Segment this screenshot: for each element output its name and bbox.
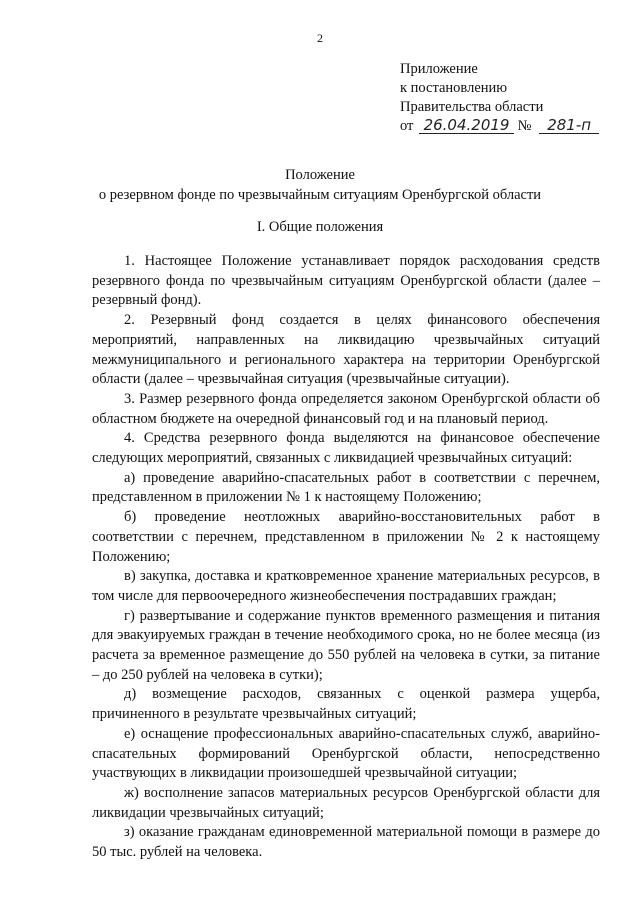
number-prefix: № — [517, 118, 532, 134]
list-item: б) проведение неотложных аварийно-восстановительных работ в соответствии с перечнем, представленном в приложении № 2 к настоящему Положению; — [92, 509, 600, 565]
paragraph: 4. Средства резервного фонда выделяются на финансовое обеспечение следующих мероприятий, связанных с ликвидацией чрезвычайных ситуаций: — [92, 430, 600, 467]
section-heading: I. Общие положения — [256, 219, 384, 235]
paragraph: 1. Настоящее Положение устанавливает порядок расходования средств резервного фонда по чрезвычайным ситуациям Оренбургской области (далее – резервный фонд). — [92, 253, 600, 309]
handwritten-date: 26.04.2019 — [419, 117, 514, 134]
list-item: з) оказание гражданам единовременной материальной помощи в размере до 50 тыс. рублей на человека. — [92, 824, 600, 861]
appendix-line-2: к постановлению — [400, 80, 508, 96]
list-item: е) оснащение профессиональных аварийно-спасательных служб, аварийно-спасательных формирований Оренбургской области, непосредственно участвующих в ликвидации произошедшей чрезвычайной ситуации; — [92, 725, 600, 782]
appendix-block — [400, 60, 599, 136]
paragraph: 2. Резервный фонд создается в целях финансового обеспечения мероприятий, направленных на ликвидацию чрезвычайных ситуаций межмуниципального и регионального характера на территории Оренбургской области (далее – чрезвычайная ситуация (чрезвычайные ситуации). — [92, 312, 600, 388]
page-number: 2 — [317, 31, 323, 45]
handwritten-number: 281-п — [539, 117, 599, 134]
list-item: г) развертывание и содержание пунктов временного размещения и питания для эвакуируемых граждан в течение необходимого срока, но не более месяца (из расчета за временное размещение до 550 рублей на человека в сутки, за питание – до 250 рублей на человека в сутки); — [92, 607, 600, 683]
document-title: Положение — [285, 167, 355, 183]
document-subtitle: о резервном фонде по чрезвычайным ситуациям Оренбургской области — [98, 187, 542, 203]
appendix-line-1: Приложение — [400, 61, 478, 77]
list-item: ж) восполнение запасов материальных ресурсов Оренбургской области для ликвидации чрезвычайных ситуаций; — [92, 784, 600, 821]
list-item: д) возмещение расходов, связанных с оценкой размера ущерба, причиненного в результате чрезвычайных ситуаций; — [92, 686, 600, 723]
date-prefix: от — [400, 118, 414, 134]
list-item: а) проведение аварийно-спасательных работ в соответствии с перечнем, представленном в приложении № 1 к настоящему Положению; — [92, 469, 600, 506]
document-body — [92, 252, 600, 863]
appendix-date-line — [400, 117, 599, 136]
appendix-line-3: Правительства области — [400, 99, 544, 115]
paragraph: 3. Размер резервного фонда определяется законом Оренбургской области об областном бюджете на очередной финансовый год и на плановый период. — [92, 390, 600, 427]
list-item: в) закупка, доставка и кратковременное хранение материальных ресурсов, в том числе для первоочередного жизнеобеспечения пострадавших граждан; — [92, 568, 600, 604]
